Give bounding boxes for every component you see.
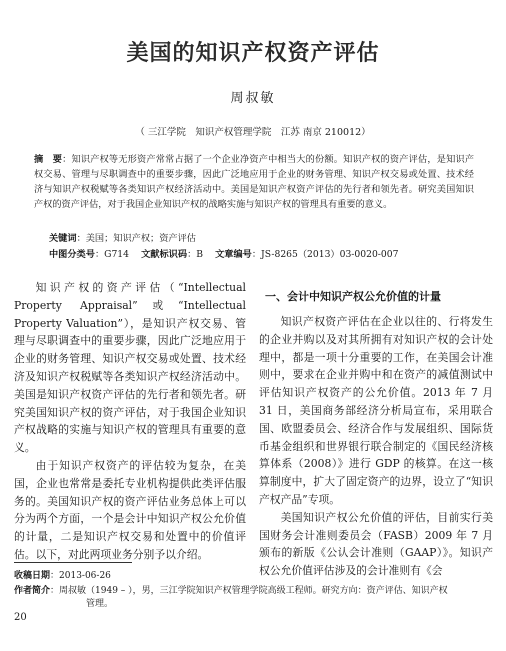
- article-number-value: ：JS-8265（2013）03-0020-007: [251, 249, 399, 260]
- author-name: 周叔敏: [230, 91, 276, 106]
- footnote-divider: [14, 562, 132, 563]
- abstract: [34, 152, 474, 212]
- section-heading: 一、会计中知识产权公允价值的计量: [265, 290, 441, 303]
- author-bio-text: ：周叔敏（1949 – ），男，三江学院知识产权管理学院高级工程师。研究方向：资产评估、知识产权: [50, 586, 448, 596]
- keywords-text: ：美国；知识产权；资产评估: [76, 233, 196, 244]
- abstract-label: 摘 要: [34, 154, 63, 165]
- clc-label: 中图分类号: [49, 249, 95, 260]
- body-paragraph: 知识产权的资产评估（“Intellectual Property Appraisal”或“Intellectual Property Valuation”），是知识产权交易、管理与尽职调查中的重要步骤，因此广泛地应用于企业的财务管理、知识产权交易或处置、技术经济及知识产权税赋等各类知识产权经济活动中。美国是知识产权资产评估的先行者和领先者。研究美国知识产权的资产评估，对于我国企业知识产权战略的实施与知识产权的管理具有重要的意义。: [14, 281, 246, 455]
- body-paragraph: 美国知识产权公允价值的评估，目前实行美国财务会计准则委员会（FASB）2009 年 7 月颁布的新版《公认会计准则（GAAP）》。知识产权公允价值评估涉及的会计准则有《会: [259, 510, 493, 578]
- received-date: [14, 570, 494, 583]
- author-bio-continuation: 管理。: [86, 599, 114, 609]
- doc-code-label: 文献标识码: [141, 249, 188, 260]
- keywords-label: 关键词: [49, 233, 77, 244]
- article-number-label: 文章编号: [215, 249, 252, 260]
- page-number: 20: [14, 612, 27, 623]
- body-paragraph: 由于知识产权资产的评估较为复杂，在美国，企业也常常是委托专业机构提供此类评估服务的。美国知识产权的资产评估业务总体上可以分为两个方面，一个是会计中知识产权公允价值的计量，二是知识产权交易和处置中的价值评估。以下，对此两项业务分别予以介绍。: [14, 458, 246, 561]
- left-column: [14, 279, 246, 564]
- body-paragraph: 知识产权资产评估在企业以往的、行将发生的企业并购以及对其所拥有对知识产权的会计处理中，都是一项十分重要的工作，在美国会计准则中，要求在企业并购中和在资产的减值测试中评估知识产权资产的公允价值。2013 年 7 月 31 日，美国商务部经济分析局宣布，采用联合国、欧盟委员会、经济合作与发展组织、国际货币基金组织和世界银行联合制定的《国民经济核算体系（2008）》进行 GDP 的核算。在这一核算制度中，扩大了固定资产的边界，设立了“知识产权产品”专项。: [259, 315, 493, 506]
- clc-value: ：G714: [94, 249, 130, 260]
- received-date-value: ：2013-06-26: [50, 571, 111, 581]
- author-affiliation: （ 三江学院 知识产权管理学院 江苏 南京 210012）: [135, 127, 371, 138]
- abstract-text: ：知识产权等无形资产常常占据了一个企业净资产中相当大的份额。知识产权的资产评估，是知识产权交易、管理与尽职调查中的重要步骤，因此广泛地应用于企业的财务管理、知识产权交易或处置、技术经济与知识产权税赋等各类知识产权经济活动中。美国是知识产权资产评估的先行者和领先者。研究美国知识产权的资产评估，对于我国企业知识产权的战略实施与知识产权的管理具有重要的意义。: [34, 154, 475, 210]
- article-title: 美国的知识产权资产评估: [126, 41, 380, 66]
- received-date-label: 收稿日期: [14, 571, 51, 581]
- right-column: [259, 313, 493, 580]
- author-bio-label: 作者简介: [14, 586, 51, 596]
- author-bio: [14, 585, 494, 611]
- classification-line: [49, 248, 479, 262]
- keywords: [49, 232, 479, 246]
- doc-code-value: ：B: [187, 249, 204, 260]
